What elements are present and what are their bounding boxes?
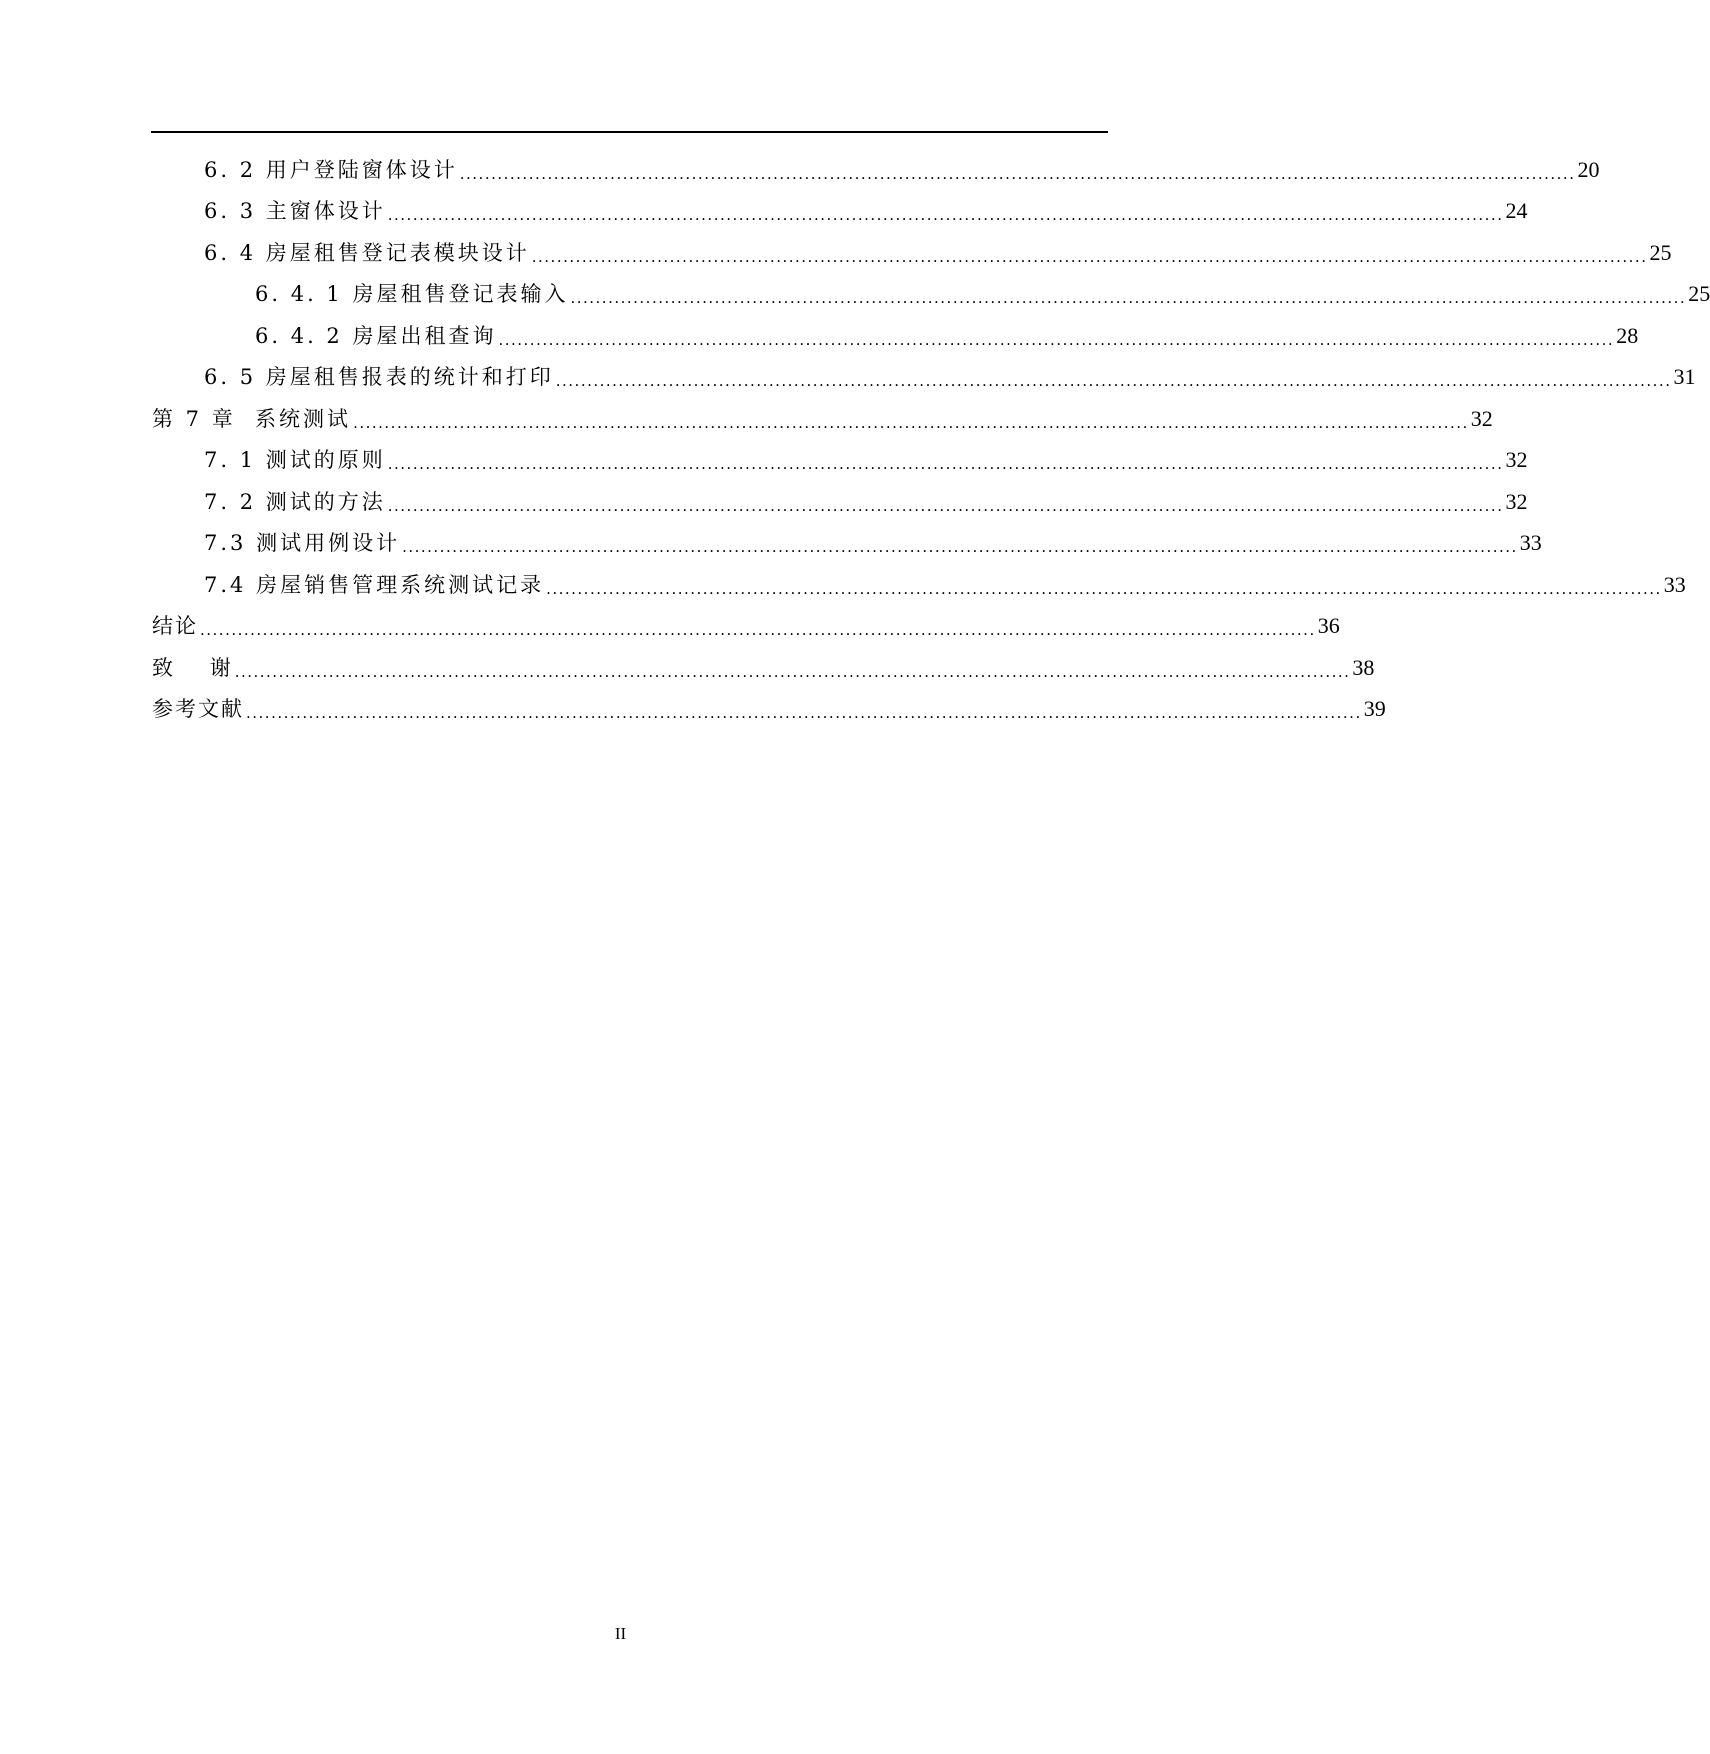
toc-entry-page: 39	[1363, 696, 1386, 721]
footer-page-number: II	[614, 1624, 627, 1643]
toc-entry-title: 6. 3 主窗体设计	[204, 199, 386, 223]
toc-entry-page: 36	[1317, 613, 1340, 638]
toc-entry[interactable]	[152, 402, 1493, 436]
toc-entry[interactable]	[152, 651, 1375, 685]
toc-entry-title: 致 谢	[152, 656, 233, 680]
toc-entry-title: 6. 4. 1 房屋租售登记表输入	[255, 282, 569, 306]
toc-entry-page: 31	[1673, 364, 1696, 389]
toc-entry[interactable]	[204, 236, 1672, 270]
toc-entry-title: 6. 4. 2 房屋出租查询	[255, 324, 497, 348]
toc-entry-title: 第 7 章 系统测试	[152, 407, 352, 431]
toc-entry-title: 7.4 房屋销售管理系统测试记录	[204, 573, 545, 597]
toc-leader-dots: ..................................................................................................................................................................................	[387, 455, 1504, 473]
toc-entry-title: 参考文献	[152, 697, 244, 721]
toc-leader-dots: ..................................................................................................................................................................................	[234, 663, 1351, 681]
toc-entry[interactable]	[204, 443, 1528, 477]
toc-leader-dots: ..................................................................................................................................................................................	[498, 331, 1615, 349]
toc-leader-dots: ..................................................................................................................................................................................	[531, 248, 1648, 266]
toc-entry-title: 6. 5 房屋租售报表的统计和打印	[204, 365, 554, 389]
toc-entry[interactable]	[152, 609, 1340, 643]
toc-leader-dots: ..................................................................................................................................................................................	[387, 497, 1504, 515]
toc-entry[interactable]	[204, 568, 1686, 602]
toc-entry-title: 6. 4 房屋租售登记表模块设计	[204, 241, 530, 265]
toc-entry-page: 33	[1663, 572, 1686, 597]
toc-leader-dots: ..................................................................................................................................................................................	[246, 704, 1362, 722]
toc-leader-dots: ..................................................................................................................................................................................	[570, 289, 1687, 307]
toc-leader-dots: ..................................................................................................................................................................................	[459, 165, 1576, 183]
toc-entry[interactable]	[255, 277, 1710, 311]
toc-entry[interactable]	[255, 319, 1639, 353]
toc-entry-title: 7. 2 测试的方法	[204, 490, 386, 514]
toc-leader-dots: ..................................................................................................................................................................................	[555, 372, 1672, 390]
toc-entry[interactable]	[204, 360, 1696, 394]
toc-leader-dots: ..................................................................................................................................................................................	[200, 621, 1316, 639]
toc-entry-page: 32	[1505, 447, 1528, 472]
toc-leader-dots: ..................................................................................................................................................................................	[402, 538, 1518, 556]
toc-entry[interactable]	[204, 153, 1600, 187]
toc-entry-page: 32	[1470, 406, 1493, 431]
toc-entry-title: 7. 1 测试的原则	[204, 448, 386, 472]
header-rule	[151, 131, 1108, 133]
toc-entry-page: 38	[1352, 655, 1375, 680]
toc-entry-page: 32	[1505, 489, 1528, 514]
toc-leader-dots: ..................................................................................................................................................................................	[353, 414, 1469, 432]
toc-leader-dots: ..................................................................................................................................................................................	[546, 580, 1662, 598]
toc-entry-page: 28	[1616, 323, 1639, 348]
toc-entry-page: 20	[1577, 157, 1600, 182]
toc-entry[interactable]	[152, 692, 1386, 726]
toc-entry-title: 6. 2 用户登陆窗体设计	[204, 158, 458, 182]
toc-entry-page: 25	[1688, 281, 1710, 306]
toc-entry[interactable]	[204, 485, 1528, 519]
toc-entry[interactable]	[204, 526, 1542, 560]
toc-entry-page: 24	[1505, 198, 1528, 223]
toc-leader-dots: ..................................................................................................................................................................................	[387, 206, 1504, 224]
toc-entry-title: 结论	[152, 614, 198, 638]
toc-entry-page: 33	[1519, 530, 1542, 555]
toc-entry-page: 25	[1649, 240, 1672, 265]
toc-entry[interactable]	[204, 194, 1528, 228]
toc-entry-title: 7.3 测试用例设计	[204, 531, 401, 555]
